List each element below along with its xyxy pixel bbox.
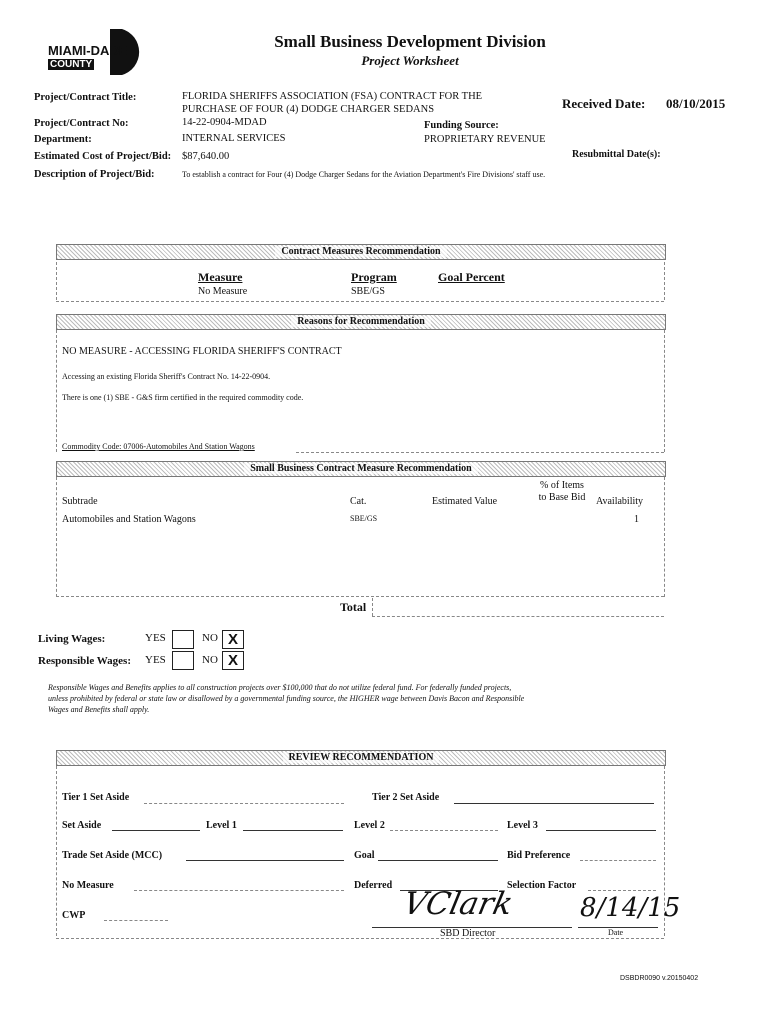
sb-bottom-rule [56,596,664,597]
level1-field[interactable] [243,830,343,831]
living-wages-label: Living Wages: [38,633,106,645]
col-measure-header: Measure [198,270,243,284]
measures-bottom-rule [56,301,664,302]
reason-line-2: Accessing an existing Florida Sheriff's Contract No. 14-22-0904. [62,372,271,381]
sb-left-border [56,477,57,597]
col-goal-header: Goal Percent [438,270,505,284]
reasons-left-border [56,330,57,452]
sb-right-border [664,477,665,597]
tier2-label: Tier 2 Set Aside [372,792,440,803]
contract-no-value: 14-22-0904-MDAD [182,117,267,128]
sbd-director-caption: SBD Director [440,928,496,939]
bid-preference-label: Bid Preference [507,850,571,861]
commodity-code: Commodity Code: 07006-Automobiles And Station Wagons [62,442,255,451]
level2-field[interactable] [390,830,498,831]
row-subtrade: Automobiles and Station Wagons [62,514,196,525]
responsible-wages-no-label: NO [202,654,218,666]
measure-value: No Measure [198,286,248,297]
contract-no-label: Project/Contract No: [34,118,129,129]
set-aside-field[interactable] [112,830,200,831]
director-signature: VClark [400,886,516,922]
signature-date: 8/14/15 [580,893,681,923]
selection-factor-label: Selection Factor [507,880,577,891]
received-date-value: 08/10/2015 [666,96,726,111]
goal-field[interactable] [378,860,498,861]
tier1-label: Tier 1 Set Aside [62,792,130,803]
col-subtrade-header: Subtrade [62,496,98,507]
no-measure-field[interactable] [134,890,344,891]
resubmittal-dates-label: Resubmittal Date(s): [572,149,661,160]
total-rule [372,616,664,617]
sb-contract-header [56,461,666,477]
responsible-wages-yes-checkbox[interactable] [172,651,194,670]
tier2-field[interactable] [454,803,654,804]
sb-contract-header-text: Small Business Contract Measure Recommendation [244,463,477,474]
measures-right-border [664,262,665,300]
responsible-wages-label: Responsible Wages: [38,655,132,667]
level3-field[interactable] [546,830,656,831]
wages-note-line-2: unless prohibited by federal or state law or disallowed by a governmental funding source, the HIGHER wage between Davis Bacon and Responsible [48,694,525,703]
description-label: Description of Project/Bid: [34,169,155,180]
form-code: DSBDR0090 v.20150402 [620,975,699,982]
project-title-value-1: FLORIDA SHERIFFS ASSOCIATION (FSA) CONTRACT FOR THE [182,91,483,102]
page-subtitle: Project Worksheet [361,53,459,68]
total-divider [372,598,373,616]
reason-line-3: There is one (1) SBE - G&S firm certified in the required commodity code. [62,393,304,402]
estimated-cost-label: Estimated Cost of Project/Bid: [34,151,172,162]
deferred-label: Deferred [354,880,393,891]
responsible-wages-yes-label: YES [145,654,166,666]
living-wages-no-label: NO [202,632,218,644]
description-value: To establish a contract for Four (4) Dodge Charger Sedans for the Aviation Department's Fire Divisions' staff use. [182,170,546,179]
estimated-cost-value: $87,640.00 [182,151,230,162]
department-value: INTERNAL SERVICES [182,133,286,144]
logo-line-1: MIAMI-DADE [48,43,128,58]
reason-line-1: NO MEASURE - ACCESSING FLORIDA SHERIFF'S CONTRACT [62,346,342,357]
col-estimated-header: Estimated Value [432,496,498,507]
set-aside-label: Set Aside [62,820,102,831]
funding-source-value: PROPRIETARY REVENUE [424,134,546,145]
review-left-border [56,766,57,936]
responsible-wages-no-checkbox[interactable]: X [222,651,244,670]
contract-measures-header [56,244,666,260]
tier1-field[interactable] [144,803,344,804]
project-title-label: Project/Contract Title: [34,92,137,103]
row-availability: 1 [634,514,639,525]
living-wages-yes-label: YES [145,632,166,644]
level2-label: Level 2 [354,820,385,831]
col-cat-header: Cat. [350,496,367,507]
review-header-text: REVIEW RECOMMENDATION [283,752,440,763]
funding-source-label: Funding Source: [424,120,499,131]
date-caption: Date [608,928,624,937]
received-date-label: Received Date: [562,96,646,111]
page-title: Small Business Development Division [274,32,546,51]
county-logo [48,27,158,77]
level3-label: Level 3 [507,820,538,831]
bid-preference-field[interactable] [580,860,656,861]
logo-line-2: COUNTY [50,59,93,70]
wages-note-line-3: Wages and Benefits shall apply. [48,705,150,714]
cwp-field[interactable] [104,920,168,921]
wages-note-line-1: Responsible Wages and Benefits applies to all construction projects over $100,000 that do not utilize federal fund. For federally funded projects, [48,683,512,692]
level1-label: Level 1 [206,820,237,831]
living-wages-yes-checkbox[interactable] [172,630,194,649]
measures-left-border [56,262,57,300]
col-items-header-2: to Base Bid [538,492,586,503]
no-measure-label: No Measure [62,880,114,891]
goal-label: Goal [354,850,375,861]
review-bottom-rule [56,938,664,939]
reasons-header [56,314,666,330]
department-label: Department: [34,134,92,145]
row-cat: SBE/GS [350,514,378,523]
col-items-header-1: % of Items [540,480,584,491]
selection-factor-field[interactable] [588,890,656,891]
reasons-bottom-rule [296,452,664,453]
contract-measures-header-text: Contract Measures Recommendation [275,246,446,257]
total-label: Total [340,600,367,614]
project-title-value-2: PURCHASE OF FOUR (4) DODGE CHARGER SEDANS [182,104,435,115]
living-wages-no-checkbox[interactable]: X [222,630,244,649]
col-availability-header: Availability [596,496,644,507]
trade-set-aside-label: Trade Set Aside (MCC) [62,850,163,861]
program-value: SBE/GS [351,286,385,297]
col-program-header: Program [351,270,397,284]
reasons-header-text: Reasons for Recommendation [291,316,431,327]
cwp-label: CWP [62,910,86,921]
review-header [56,750,666,766]
trade-set-aside-field[interactable] [186,860,344,861]
reasons-right-border [664,330,665,452]
